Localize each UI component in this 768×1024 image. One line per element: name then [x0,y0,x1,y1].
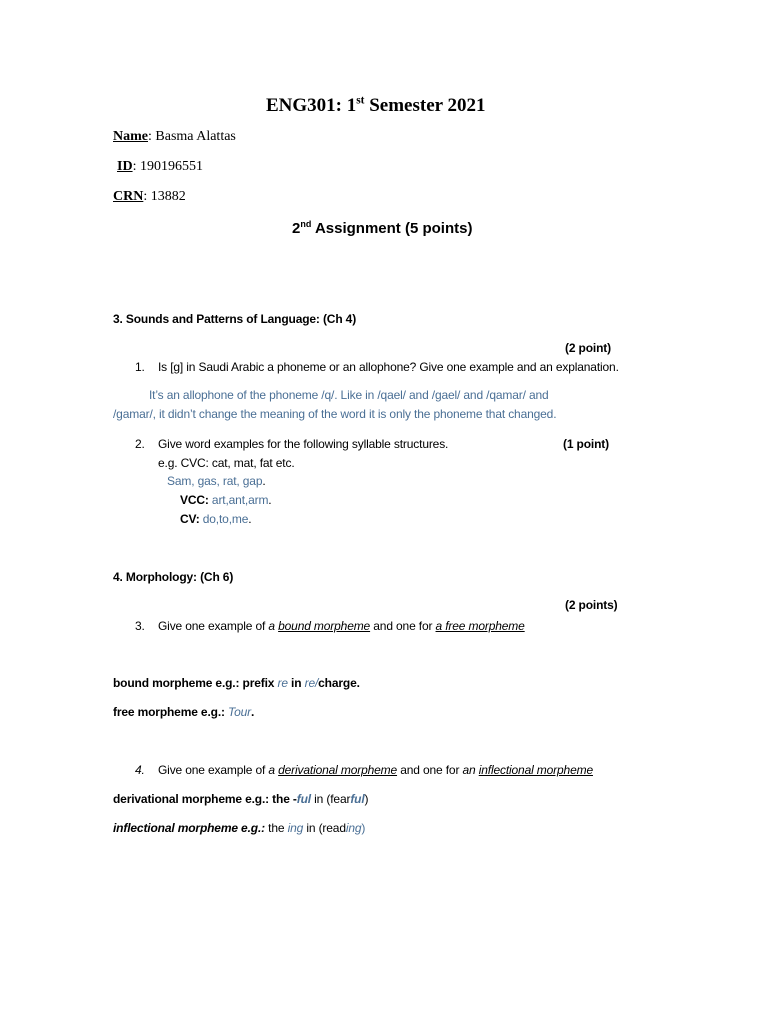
q2-vcc-answer: art,ant,arm [211,493,269,507]
name-label: Name [113,129,148,144]
q1-answer-line2: /gamar/, it didn’t change the meaning of the word it is only the phoneme that changed. [113,407,557,421]
period: . [268,493,272,507]
q4-text [158,763,593,777]
section4-heading: 4. Morphology: (Ch 6) [113,570,234,584]
crn-value: : 13882 [143,189,186,204]
assignment-num: 2 [292,220,301,237]
deriv-end: ) [364,792,369,806]
free-label: free morpheme e.g.: [113,705,229,719]
q2-vcc-line [180,493,271,507]
crn-line [113,189,186,205]
derivational-answer-line [113,792,368,806]
document-title [266,95,486,117]
q2-cv-label: CV: [180,512,203,526]
title-main: ENG301: 1 [266,95,357,116]
crn-label: CRN [113,189,144,204]
title-sup: st [356,94,365,107]
q2-cvc-answer-line [167,474,266,488]
q2-cv-answer: do,to,me [202,512,249,526]
q1-points: (2 point) [565,341,611,355]
free-answer: Tour [228,705,252,719]
q3-points: (2 points) [565,598,618,612]
infl-answer-ing2: ing [345,821,362,835]
assignment-heading [292,220,472,237]
name-line [113,129,236,145]
q2-cvc-answer: Sam, gas, rat, gap [167,474,263,488]
period: . [262,474,266,488]
id-line [117,159,203,175]
bound-in: in [287,676,305,690]
infl-label: inflectional morpheme e.g.: [113,821,269,835]
deriv-answer-ful2: ful [350,792,365,806]
q4-inflectional-term: inflectional morpheme [478,763,593,777]
assignment-rest: Assignment (5 points) [311,220,473,237]
infl-the: the [268,821,288,835]
q2-vcc-label: VCC: [180,493,212,507]
q3-text [158,619,525,633]
q4-text-a: Give one example of [158,763,269,777]
infl-answer-ing: ing [287,821,304,835]
bound-label: bound morpheme e.g.: prefix [113,676,278,690]
q3-free-term: a free morpheme [435,619,525,633]
deriv-label: derivational morpheme e.g.: the - [113,792,297,806]
q1-number: 1. [135,360,145,374]
q4-derivational-term: derivational morpheme [278,763,398,777]
assignment-sup: nd [300,219,312,229]
q4-text-b: a [268,763,279,777]
q1-text: Is [g] in Saudi Arabic a phoneme or an allophone? Give one example and an explanation. [158,360,619,374]
q2-number: 2. [135,437,145,451]
q3-text-d: and one for [370,619,436,633]
q1-answer-line1: It’s an allophone of the phoneme /q/. Like in /qael/ and /gael/ and /qamar/ and [149,388,549,402]
inflectional-answer-line [113,821,365,835]
q2-cv-line [180,512,251,526]
q3-text-a: Give one example of [158,619,269,633]
bound-charge: charge. [318,676,360,690]
free-end: . [251,705,255,719]
bound-answer-re: re [277,676,288,690]
title-rest: Semester 2021 [364,95,486,116]
deriv-answer-ful: ful [296,792,311,806]
name-value: : Basma Alattas [148,129,236,144]
q3-text-b: a [268,619,279,633]
section3-heading: 3. Sounds and Patterns of Language: (Ch 4) [113,312,357,326]
q2-text: Give word examples for the following syllable structures. [158,437,449,451]
period: . [248,512,252,526]
q4-number: 4. [135,763,145,777]
bound-answer-line [113,676,360,690]
q4-text-e: an [462,763,479,777]
q4-text-d: and one for [397,763,463,777]
q3-bound-term: bound morpheme [278,619,371,633]
id-value: : 190196551 [132,159,203,174]
infl-in: in (read [303,821,346,835]
deriv-in: in (fear [310,792,351,806]
q3-number: 3. [135,619,145,633]
free-answer-line [113,705,254,719]
q2-example: e.g. CVC: cat, mat, fat etc. [158,456,295,470]
q2-points: (1 point) [563,437,609,451]
id-label: ID [117,159,133,174]
infl-end: ) [361,821,366,835]
bound-answer-re2: re/ [304,676,319,690]
